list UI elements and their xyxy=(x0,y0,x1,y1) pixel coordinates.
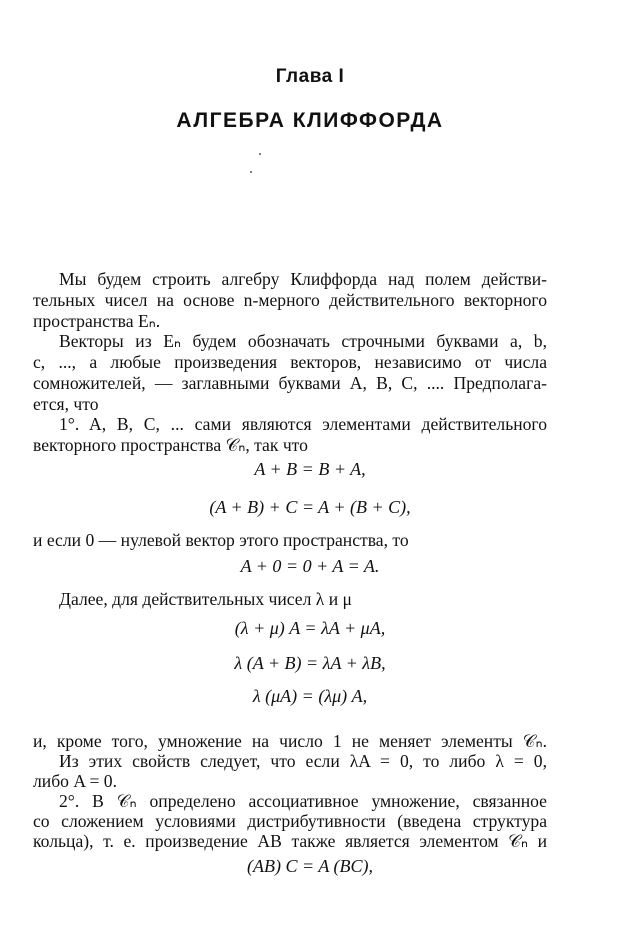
text-line: пространства Eₙ. xyxy=(33,311,161,331)
formula: λ (A + B) = λA + λB, xyxy=(234,653,386,673)
text-line: тельных чисел на основе n-мерного действительного векторного xyxy=(33,290,547,310)
text-line: со сложением условиями дистрибутивности (введена структура xyxy=(33,811,547,831)
formula: A + 0 = 0 + A = A. xyxy=(240,556,380,576)
text-line: Из этих свойств следует, что если λA = 0, то либо λ = 0, xyxy=(59,751,547,771)
print-speck xyxy=(259,153,261,155)
text-line: c, ..., а любые произведения векторов, независимо от числа xyxy=(33,352,547,372)
text-line: 2°. В 𝒞ₙ определено ассоциативное умножение, связанное xyxy=(59,791,547,811)
formula: λ (μA) = (λμ) A, xyxy=(252,686,368,706)
text-line: 1°. A, B, C, ... сами являются элементами действительного xyxy=(59,414,547,434)
text-line: векторного пространства 𝒞ₙ, так что xyxy=(33,435,308,455)
text-line: ется, что xyxy=(33,394,99,414)
text-line: Далее, для действительных чисел λ и μ xyxy=(59,589,352,609)
text-line: Векторы из Eₙ будем обозначать строчными буквами a, b, xyxy=(59,331,547,351)
chapter-heading: Глава I xyxy=(275,66,345,87)
text-line: и, кроме того, умножение на число 1 не меняет элементы 𝒞ₙ. xyxy=(33,731,547,751)
formula: A + B = B + A, xyxy=(254,459,366,479)
chapter-title: АЛГЕБРА КЛИФФОРДА xyxy=(176,109,444,132)
text-line: Мы будем строить алгебру Клиффорда над полем действи- xyxy=(59,269,547,289)
text-line: и если 0 — нулевой вектор этого пространства, то xyxy=(33,530,409,550)
text-line: сомножителей, — заглавными буквами A, B, C, .... Предполага- xyxy=(33,373,547,393)
formula: (A + B) + C = A + (B + C), xyxy=(209,497,411,517)
print-speck xyxy=(250,171,252,173)
formula: (λ + μ) A = λA + μA, xyxy=(234,618,386,638)
formula: (AB) C = A (BC), xyxy=(247,856,373,876)
text-line: либо A = 0. xyxy=(33,771,117,791)
text-line: кольца), т. е. произведение AB также является элементом 𝒞ₙ и xyxy=(33,831,547,851)
